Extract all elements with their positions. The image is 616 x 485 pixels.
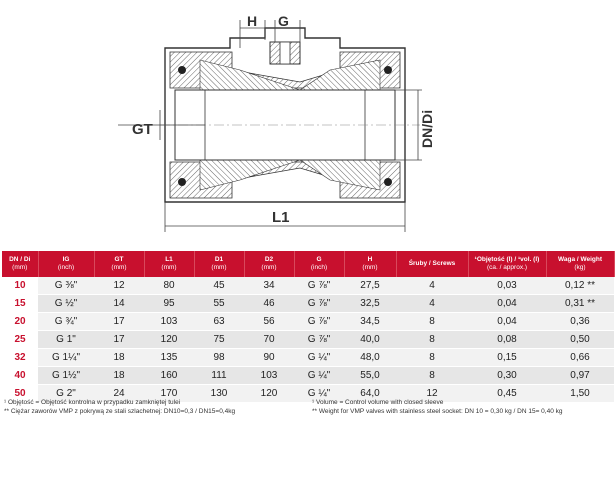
note-volume-pl: ¹ Objętość = Objętość kontrolna w przypadku zamkniętej tulei <box>4 399 181 406</box>
notes-left <box>4 398 304 416</box>
table-cell: 120 <box>144 331 194 349</box>
table-cell: G ½" <box>38 295 94 313</box>
table-cell: 0,45 <box>468 385 546 403</box>
table-cell: 0,04 <box>468 313 546 331</box>
table-cell: 160 <box>144 367 194 385</box>
note-weight-en: ** Weight for VMP valves with stainless steel socket: DN 10 = 0,30 kg / DN 15= 0,40 kg <box>312 408 563 415</box>
note-weight-pl: ** Ciężar zaworów VMP z pokrywą ze stali szlachetnej: DN10=0,3 / DN15=0,4kg <box>4 408 236 415</box>
column-header-main: G <box>316 256 322 263</box>
table-cell: 103 <box>144 313 194 331</box>
column-header <box>546 251 614 277</box>
column-header-unit: (ca. / approx.) <box>486 264 528 271</box>
table-row <box>2 313 614 331</box>
table-cell: G 1" <box>38 331 94 349</box>
column-header <box>38 251 94 277</box>
table-cell: 55,0 <box>344 367 396 385</box>
table-cell: 63 <box>194 313 244 331</box>
table-cell: 55 <box>194 295 244 313</box>
column-header <box>94 251 144 277</box>
column-header-unit: (inch) <box>57 264 75 271</box>
table-cell: 32 <box>2 349 38 367</box>
table-cell: 75 <box>194 331 244 349</box>
table-cell: 56 <box>244 313 294 331</box>
column-header-main: DN / Di <box>9 256 31 263</box>
column-header-unit: (mm) <box>261 264 277 271</box>
table-cell: 17 <box>94 331 144 349</box>
table-cell: 8 <box>396 331 468 349</box>
table-cell: 64,0 <box>344 385 396 403</box>
table-cell: 1,50 <box>546 385 614 403</box>
table-cell: 17 <box>94 313 144 331</box>
column-header <box>244 251 294 277</box>
table-cell: 135 <box>144 349 194 367</box>
column-header <box>194 251 244 277</box>
table-cell: 0,50 <box>546 331 614 349</box>
table-cell: 25 <box>2 331 38 349</box>
column-header <box>344 251 396 277</box>
table-cell: 8 <box>396 367 468 385</box>
column-header-unit: (kg) <box>574 264 586 271</box>
table-body <box>2 277 614 403</box>
table-row <box>2 349 614 367</box>
table-cell: 8 <box>396 313 468 331</box>
table-cell: G ¼" <box>294 367 344 385</box>
table-cell: 50 <box>2 385 38 403</box>
table-cell: 0,03 <box>468 277 546 295</box>
column-header <box>396 251 468 277</box>
table-cell: 120 <box>244 385 294 403</box>
column-header-main: L1 <box>165 256 173 263</box>
table-row <box>2 367 614 385</box>
table-cell: G ¾" <box>38 313 94 331</box>
table-cell: 0,97 <box>546 367 614 385</box>
table-cell: 0,12 ** <box>546 277 614 295</box>
table-cell: G ¼" <box>294 349 344 367</box>
column-header-unit: (mm) <box>12 264 28 271</box>
table-cell: G ⅜" <box>38 277 94 295</box>
column-header-unit: (mm) <box>362 264 378 271</box>
table-cell: 10 <box>2 277 38 295</box>
table-cell: 8 <box>396 349 468 367</box>
table-cell: 32,5 <box>344 295 396 313</box>
note-volume-en: ¹ Volume = Control volume with closed sleeve <box>312 399 444 406</box>
table-cell: G 1½" <box>38 367 94 385</box>
table-cell: 34,5 <box>344 313 396 331</box>
table-cell: 80 <box>144 277 194 295</box>
table-cell: 24 <box>94 385 144 403</box>
table-cell: 12 <box>94 277 144 295</box>
table-cell: G 2" <box>38 385 94 403</box>
column-header-main: Waga / Weight <box>557 256 603 263</box>
table-cell: G ⅞" <box>294 313 344 331</box>
table-cell: 4 <box>396 295 468 313</box>
column-header-main: Śruby / Screws <box>408 260 456 267</box>
table-cell: 18 <box>94 349 144 367</box>
table-row <box>2 331 614 349</box>
table-cell: 90 <box>244 349 294 367</box>
table-cell: 14 <box>94 295 144 313</box>
table-cell: 15 <box>2 295 38 313</box>
column-header-unit: (inch) <box>310 264 328 271</box>
table-row <box>2 277 614 295</box>
notes-right <box>312 398 612 416</box>
table-cell: 170 <box>144 385 194 403</box>
table-row <box>2 295 614 313</box>
column-header-main: H <box>367 256 373 263</box>
table-cell: G ⅞" <box>294 331 344 349</box>
table-cell: 0,36 <box>546 313 614 331</box>
table-cell: 18 <box>94 367 144 385</box>
column-header <box>144 251 194 277</box>
table-cell: 95 <box>144 295 194 313</box>
table-cell: 20 <box>2 313 38 331</box>
table-cell: G ⅞" <box>294 277 344 295</box>
table-cell: 70 <box>244 331 294 349</box>
dim-h-label: H <box>247 13 258 29</box>
column-header <box>468 251 546 277</box>
table-cell: 0,15 <box>468 349 546 367</box>
table-cell: 103 <box>244 367 294 385</box>
table-cell: 40,0 <box>344 331 396 349</box>
table-cell: 111 <box>194 367 244 385</box>
table-cell: 45 <box>194 277 244 295</box>
column-header-main: D1 <box>214 256 224 263</box>
column-header <box>294 251 344 277</box>
column-header-unit: (mm) <box>111 264 127 271</box>
dim-dn-label: DN/Di <box>419 109 435 148</box>
table-cell: 0,31 ** <box>546 295 614 313</box>
column-header-unit: (mm) <box>161 264 177 271</box>
table-cell: 48,0 <box>344 349 396 367</box>
table-cell: 130 <box>194 385 244 403</box>
table-cell: 46 <box>244 295 294 313</box>
dim-l1-label: L1 <box>272 209 290 226</box>
dim-gt-label: GT <box>132 121 153 138</box>
column-header-unit: (mm) <box>211 264 227 271</box>
column-header-main: IG <box>62 256 70 263</box>
spec-table <box>2 251 615 403</box>
table-cell: G ¼" <box>294 385 344 403</box>
dim-g-label: G <box>278 13 289 29</box>
table-cell: G ⅞" <box>294 295 344 313</box>
table-cell: G 1¼" <box>38 349 94 367</box>
table-cell: 0,08 <box>468 331 546 349</box>
table-cell: 0,04 <box>468 295 546 313</box>
table-header <box>2 251 614 277</box>
table-cell: 0,30 <box>468 367 546 385</box>
column-header-main: GT <box>114 256 124 263</box>
table-cell: 34 <box>244 277 294 295</box>
table-cell: 27,5 <box>344 277 396 295</box>
table-cell: 12 <box>396 385 468 403</box>
table-cell: 4 <box>396 277 468 295</box>
table-cell: 98 <box>194 349 244 367</box>
column-header-main: D2 <box>264 256 274 263</box>
column-header <box>2 251 38 277</box>
table-cell: 40 <box>2 367 38 385</box>
table-cell: 0,66 <box>546 349 614 367</box>
column-header-main: ¹Objętość (l) / ¹vol. (l) <box>474 256 540 263</box>
